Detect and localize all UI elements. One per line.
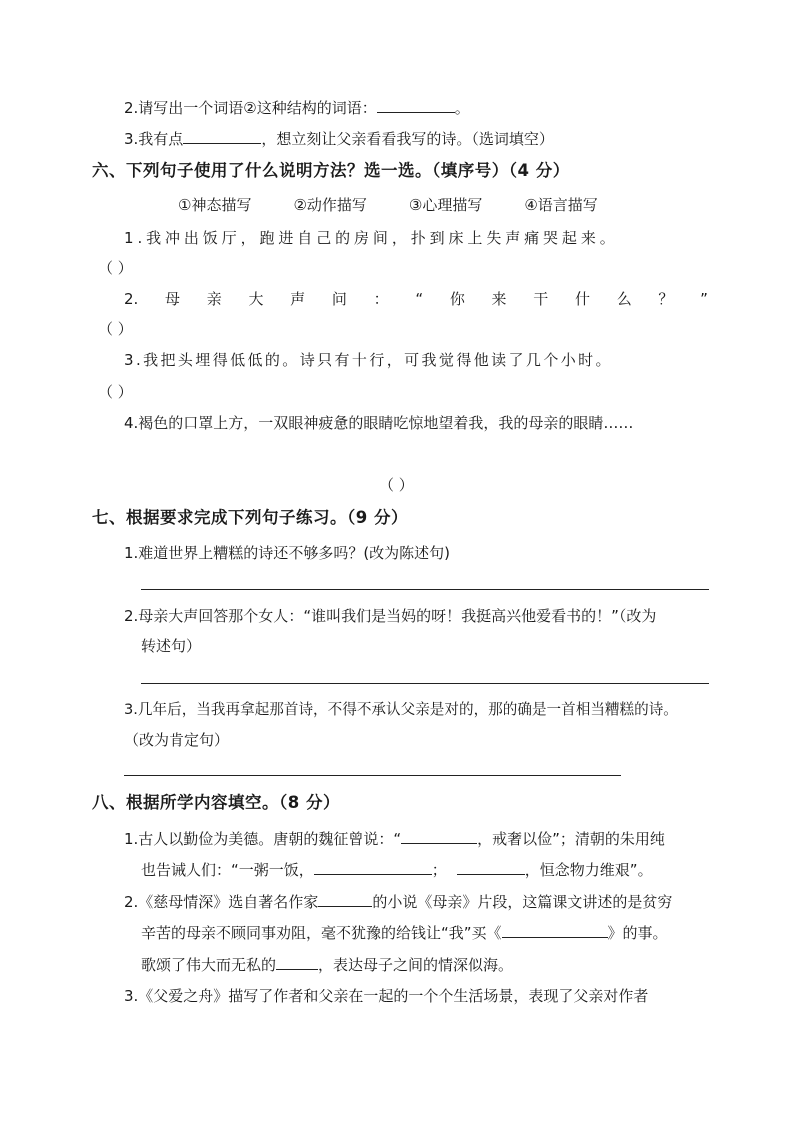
answer-blank[interactable]: [377, 97, 455, 113]
s8-question-2-cont: 辛苦的母亲不顾同事劝阻，毫不犹豫的给钱让“我”买《 》的事。: [141, 924, 668, 942]
section-7-heading: 七、根据要求完成下列句子练习。（9 分）: [92, 508, 408, 527]
option-3: ③心理描写: [408, 196, 483, 214]
answer-line[interactable]: [141, 683, 709, 684]
answer-blank[interactable]: [457, 859, 525, 875]
s8-question-3: 3.《父爱之舟》描写了作者和父亲在一起的一个个生活场景，表现了父亲对作者: [124, 987, 649, 1005]
s6-question-1: 1.我冲出饭厅，跑进自己的房间，扑到床上失声痛哭起来。: [124, 229, 619, 247]
option-4: ④语言描写: [524, 196, 598, 214]
s8-question-1-cont: 也告诫人们：“一粥一饭， ； ，恒念物力维艰”。: [141, 861, 653, 879]
section-8-heading: 八、根据所学内容填空。（8 分）: [92, 793, 340, 812]
s5-question-3: 3.我有点 ，想立刻让父亲看看我写的诗。（选词填空）: [124, 130, 554, 148]
s7-question-2-cont: 转述句）: [141, 637, 202, 655]
s6-question-3: 3.我把头埋得低低的。诗只有十行，可我觉得他读了几个小时。: [124, 351, 613, 369]
s7-question-2: 2.母亲大声回答那个女人：“谁叫我们是当妈的呀！我挺高兴他爱看书的！”（改为: [124, 607, 657, 625]
s6-question-4: 4.褐色的口罩上方，一双眼神疲惫的眼睛吃惊地望着我，我的母亲的眼睛……: [124, 414, 634, 432]
answer-line[interactable]: [124, 775, 621, 776]
s7-question-1: 1.难道世界上糟糕的诗还不够多吗？(改为陈述句): [124, 544, 451, 562]
answer-paren[interactable]: （ ）: [379, 476, 414, 494]
answer-blank[interactable]: [318, 891, 372, 907]
section-6-heading: 六、下列句子使用了什么说明方法？选一选。（填序号）（4 分）: [92, 161, 570, 180]
option-1: ①神态描写: [178, 196, 252, 214]
answer-blank[interactable]: [401, 828, 477, 844]
answer-blank[interactable]: [502, 922, 608, 938]
s7-question-3-cont: （改为肯定句）: [124, 731, 230, 749]
s5-question-2: 2.请写出一个词语②这种结构的词语： 。: [124, 99, 470, 117]
option-list: [178, 195, 598, 215]
s6-question-2: 2. 母 亲 大 声 问 ： “ 你 来 干 什 么 ？ ”: [124, 290, 708, 308]
answer-paren[interactable]: （ ）: [98, 383, 133, 401]
answer-blank[interactable]: [183, 128, 261, 144]
answer-blank[interactable]: [276, 954, 318, 970]
s7-question-3: 3.几年后，当我再拿起那首诗，不得不承认父亲是对的，那的确是一首相当糟糕的诗。: [124, 701, 678, 718]
answer-blank[interactable]: [314, 859, 432, 875]
s8-question-2: 2.《慈母情深》选自著名作家 的小说《母亲》片段，这篇课文讲述的是贫穷: [124, 893, 673, 911]
s8-question-2-cont2: 歌颂了伟大而无私的 ，表达母子之间的情深似海。: [141, 956, 514, 974]
s8-question-1: 1.古人以勤俭为美德。唐朝的魏征曾说：“ ，戒奢以俭”；清朝的朱用纯: [124, 830, 665, 848]
answer-line[interactable]: [141, 589, 709, 590]
answer-paren[interactable]: （ ）: [98, 320, 133, 338]
answer-paren[interactable]: （ ）: [98, 259, 133, 277]
option-2: ②动作描写: [293, 196, 367, 214]
